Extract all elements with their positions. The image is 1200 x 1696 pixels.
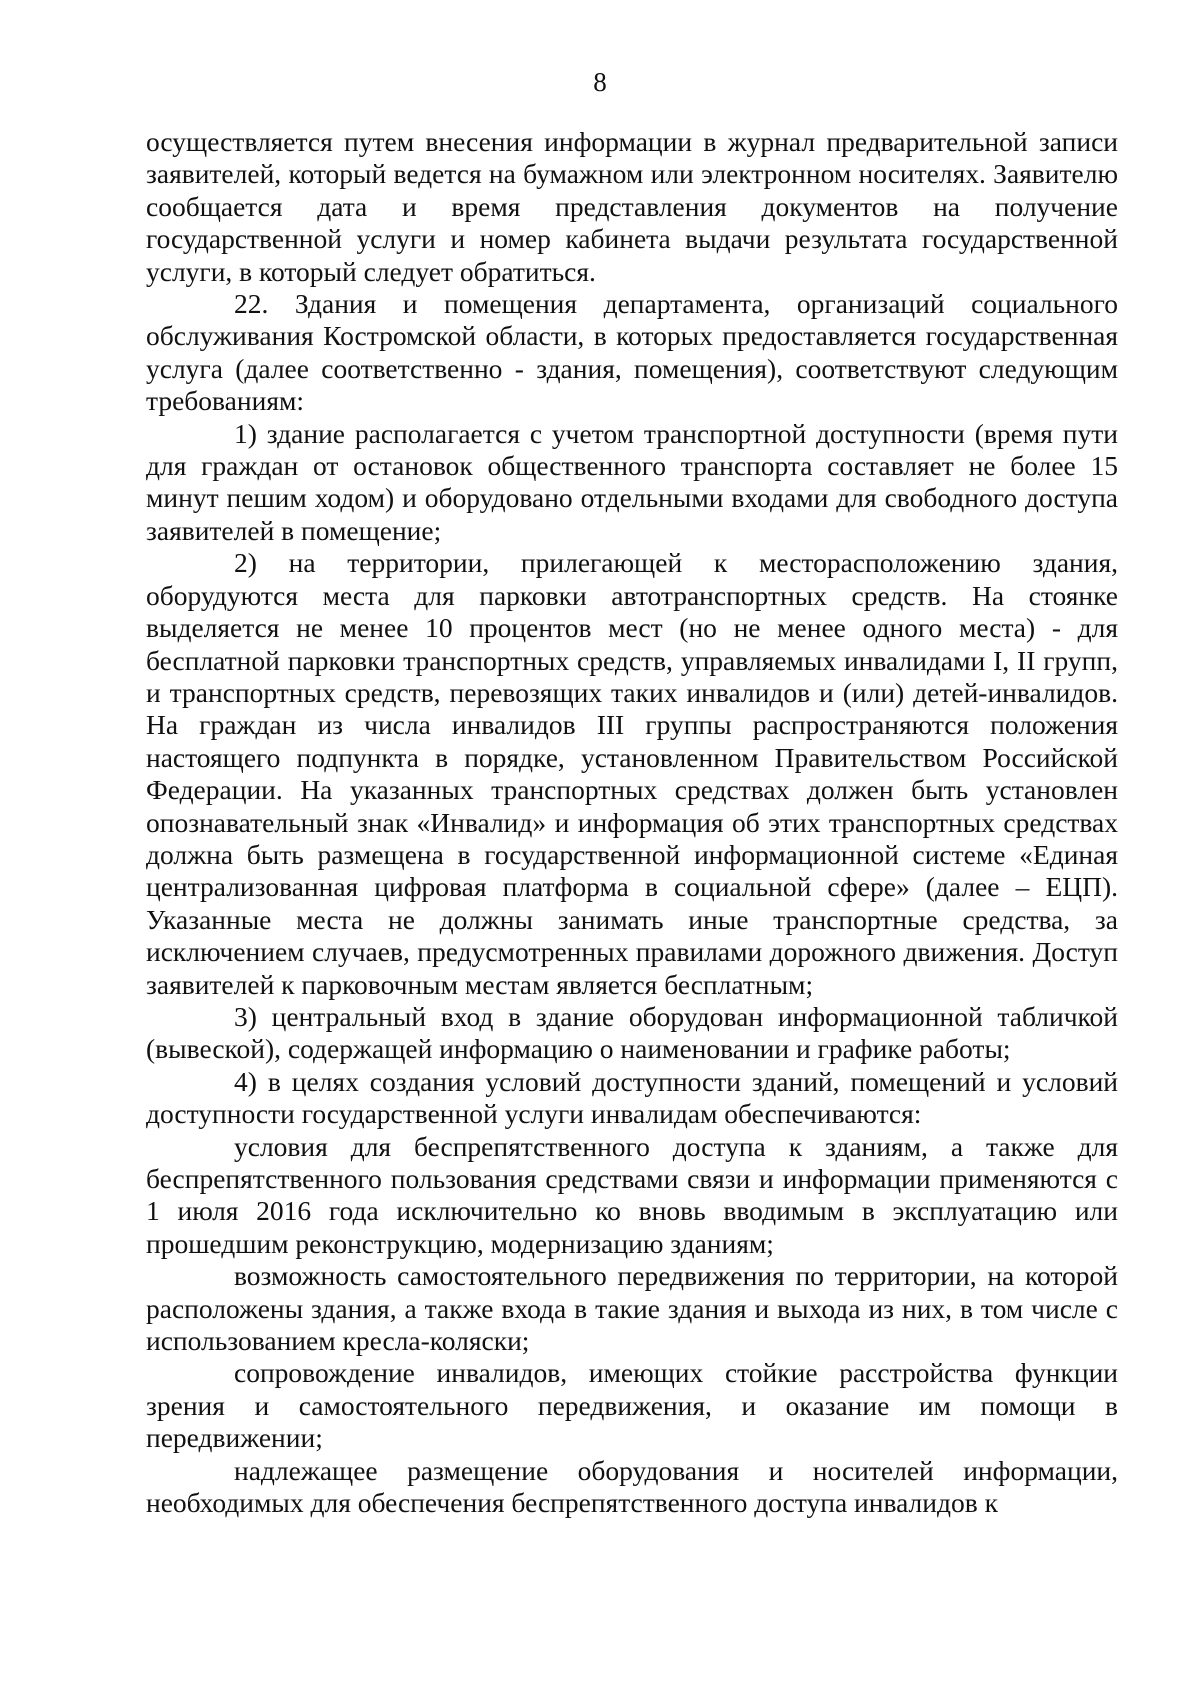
paragraph-9: сопровождение инвалидов, имеющих стойкие расстройства функции зрения и самостоятельного передвижения, и оказание им помощи в передвижении; <box>146 1357 1118 1454</box>
paragraph-7: условия для беспрепятственного доступа к зданиям, а также для беспрепятственного пользования средствами связи и информации применяются с 1 июля 2016 года исключительно ко вновь вводимым в эксплуатацию или прошедшим реконструкцию, модернизацию зданиям; <box>146 1130 1118 1259</box>
document-body <box>146 126 1118 1519</box>
paragraph-10: надлежащее размещение оборудования и носителей информации, необходимых для обеспечения беспрепятственного доступа инвалидов к <box>146 1454 1118 1519</box>
paragraph-6: 4) в целях создания условий доступности зданий, помещений и условий доступности государственной услуги инвалидам обеспечиваются: <box>146 1065 1118 1130</box>
paragraph-5: 3) центральный вход в здание оборудован информационной табличкой (вывеской), содержащей информацию о наименовании и графике работы; <box>146 1000 1118 1065</box>
paragraph-8: возможность самостоятельного передвижения по территории, на которой расположены здания, а также входа в такие здания и выхода из них, в том числе с использованием кресла-коляски; <box>146 1260 1118 1357</box>
page-number: 8 <box>593 67 607 97</box>
paragraph-1: осуществляется путем внесения информации в журнал предварительной записи заявителей, который ведется на бумажном или электронном носителях. Заявителю сообщается дата и время представления документов на получение государственной услуги и номер кабинета выдачи результата государственной услуги, в который следует обратиться. <box>146 126 1118 287</box>
paragraph-4: 2) на территории, прилегающей к месторасположению здания, оборудуются места для парковки автотранспортных средств. На стоянке выделяется не менее 10 процентов мест (но не менее одного места) - для бесплатной парковки транспортных средств, управляемых инвалидами I, II групп, и транспортных средств, перевозящих таких инвалидов и (или) детей-инвалидов. На граждан из числа инвалидов III группы распространяются положения настоящего подпункта в порядке, установленном Правительством Российской Федерации. На указанных транспортных средствах должен быть установлен опознавательный знак «Инвалид» и информация об этих транспортных средствах должна быть размещена в государственной информационной системе «Единая централизованная цифровая платформа в социальной сфере» (далее – ЕЦП). Указанные места не должны занимать иные транспортные средства, за исключением случаев, предусмотренных правилами дорожного движения. Доступ заявителей к парковочным местам является бесплатным; <box>146 547 1118 1000</box>
paragraph-3: 1) здание располагается с учетом транспортной доступности (время пути для граждан от остановок общественного транспорта составляет не более 15 минут пешим ходом) и оборудовано отдельными входами для свободного доступа заявителей в помещение; <box>146 417 1118 546</box>
paragraph-2: 22. Здания и помещения департамента, организаций социального обслуживания Костромской области, в которых предоставляется государственная услуга (далее соответственно - здания, помещения), соответствуют следующим требованиям: <box>146 288 1118 417</box>
